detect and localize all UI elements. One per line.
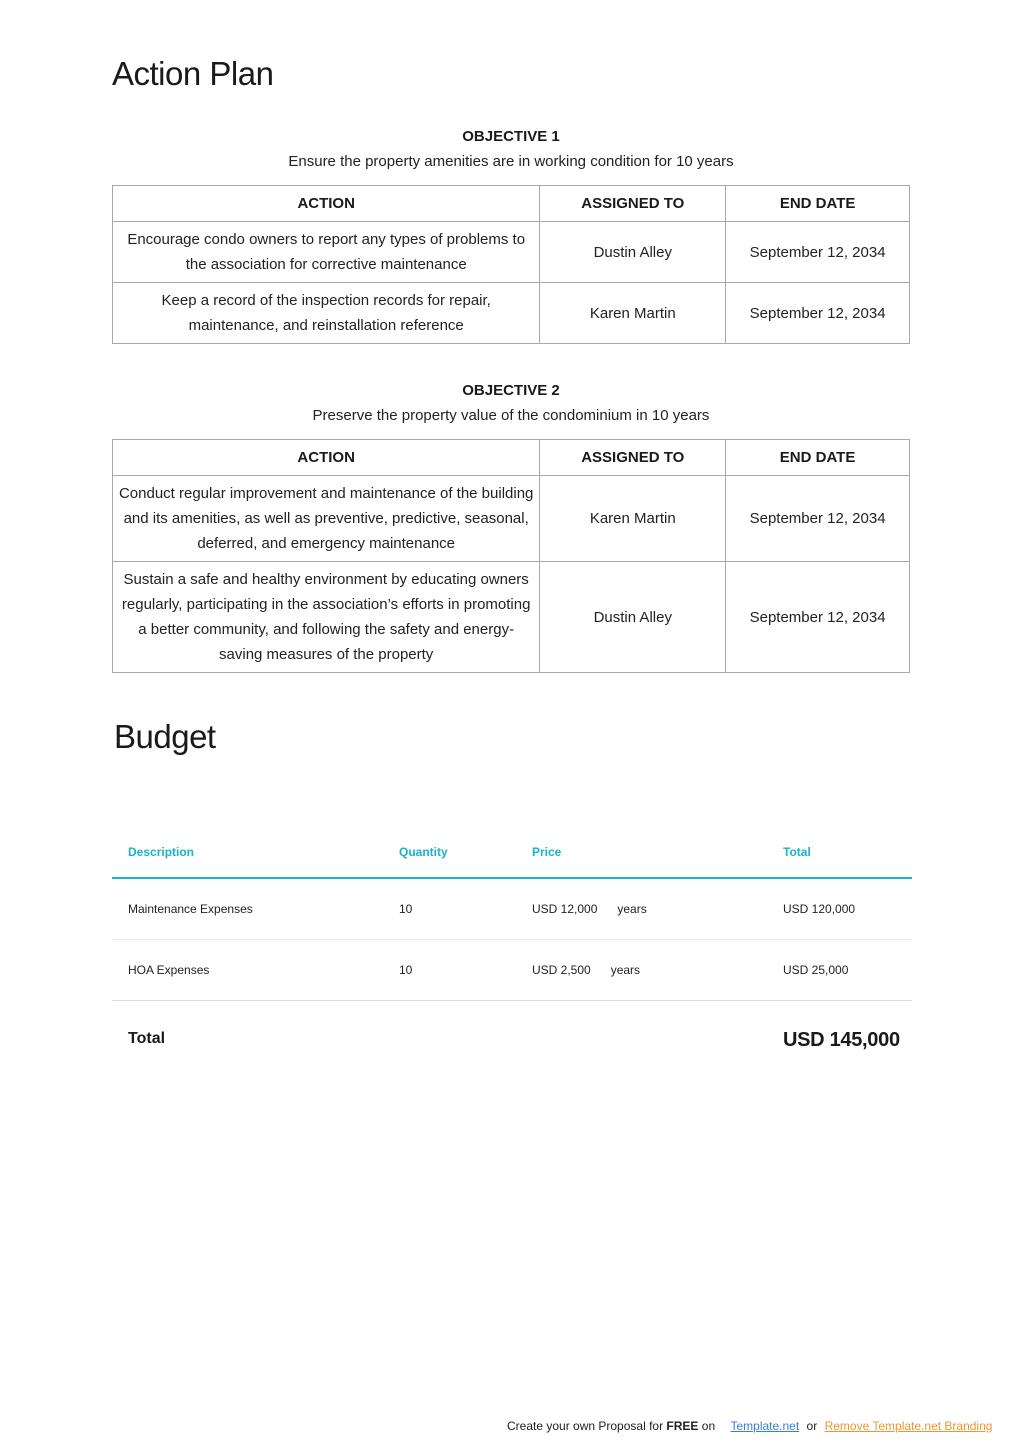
end-date-cell: September 12, 2034: [726, 562, 910, 673]
column-header-end-date: END DATE: [726, 440, 910, 476]
column-header-total: Total: [767, 826, 912, 878]
column-header-action: ACTION: [113, 186, 540, 222]
quantity-cell: 10: [383, 878, 516, 939]
remove-branding-link[interactable]: Remove Template.net Branding: [824, 1419, 993, 1433]
column-header-quantity: Quantity: [383, 826, 516, 878]
footer-free: FREE: [666, 1419, 699, 1433]
end-date-cell: September 12, 2034: [726, 283, 910, 344]
objective-2-header: [112, 381, 910, 426]
footer-on: on: [701, 1419, 716, 1433]
column-header-assigned-to: ASSIGNED TO: [540, 440, 726, 476]
price-cell: [516, 939, 767, 1000]
price-unit: years: [617, 901, 647, 916]
objective-1-table: [112, 185, 910, 344]
table-row: [112, 878, 912, 939]
table-header-row: [113, 440, 910, 476]
objective-description: Ensure the property amenities are in working condition for 10 years: [288, 153, 734, 170]
total-cell: USD 25,000: [767, 939, 912, 1000]
column-header-assigned-to: ASSIGNED TO: [540, 186, 726, 222]
action-cell: Conduct regular improvement and maintenance of the building and its amenities, as well as preventive, predictive, seasonal, deferred, and emergency maintenance: [113, 476, 540, 562]
total-value: USD 145,000: [783, 1029, 900, 1051]
objective-2-table: [112, 439, 910, 673]
footer-branding: [507, 1419, 992, 1433]
column-header-price: Price: [516, 826, 767, 878]
total-cell: USD 120,000: [767, 878, 912, 939]
price-value: USD 12,000: [532, 901, 598, 916]
quantity-cell: 10: [383, 939, 516, 1000]
objective-1-header: [112, 127, 910, 172]
description-cell: Maintenance Expenses: [112, 878, 383, 939]
budget-table: [112, 826, 912, 1001]
assigned-to-cell: Dustin Alley: [540, 562, 726, 673]
objective-title: OBJECTIVE 1: [462, 128, 560, 145]
assigned-to-cell: Dustin Alley: [540, 222, 726, 283]
table-header-row: [113, 186, 910, 222]
action-cell: Sustain a safe and healthy environment by educating owners regularly, participating in the association’s efforts in promoting a better community, and following the safety and energy-saving measures of the property: [113, 562, 540, 673]
objective-title: OBJECTIVE 2: [462, 382, 560, 399]
assigned-to-cell: Karen Martin: [540, 283, 726, 344]
total-label: Total: [128, 1030, 166, 1047]
end-date-cell: September 12, 2034: [726, 476, 910, 562]
column-header-action: ACTION: [113, 440, 540, 476]
column-header-end-date: END DATE: [726, 186, 910, 222]
action-cell: Encourage condo owners to report any types of problems to the association for corrective maintenance: [113, 222, 540, 283]
column-header-description: Description: [112, 826, 383, 878]
table-row: [112, 939, 912, 1000]
table-row: [113, 283, 910, 344]
budget-header-row: [112, 826, 912, 878]
end-date-cell: September 12, 2034: [726, 222, 910, 283]
table-row: [113, 476, 910, 562]
template-net-link[interactable]: Template.net: [730, 1419, 800, 1433]
objective-description: Preserve the property value of the condominium in 10 years: [312, 407, 710, 424]
action-plan-heading: Action Plan: [112, 55, 274, 92]
budget-heading: Budget: [114, 718, 216, 755]
price-cell: [516, 878, 767, 939]
action-cell: Keep a record of the inspection records for repair, maintenance, and reinstallation reference: [113, 283, 540, 344]
footer-prefix: Create your own Proposal for: [507, 1419, 667, 1433]
price-value: USD 2,500: [532, 962, 591, 977]
table-row: [113, 222, 910, 283]
table-row: [113, 562, 910, 673]
footer-or: or: [806, 1419, 818, 1433]
budget-total-row: [112, 1022, 912, 1062]
description-cell: HOA Expenses: [112, 939, 383, 1000]
price-unit: years: [610, 962, 641, 977]
assigned-to-cell: Karen Martin: [540, 476, 726, 562]
